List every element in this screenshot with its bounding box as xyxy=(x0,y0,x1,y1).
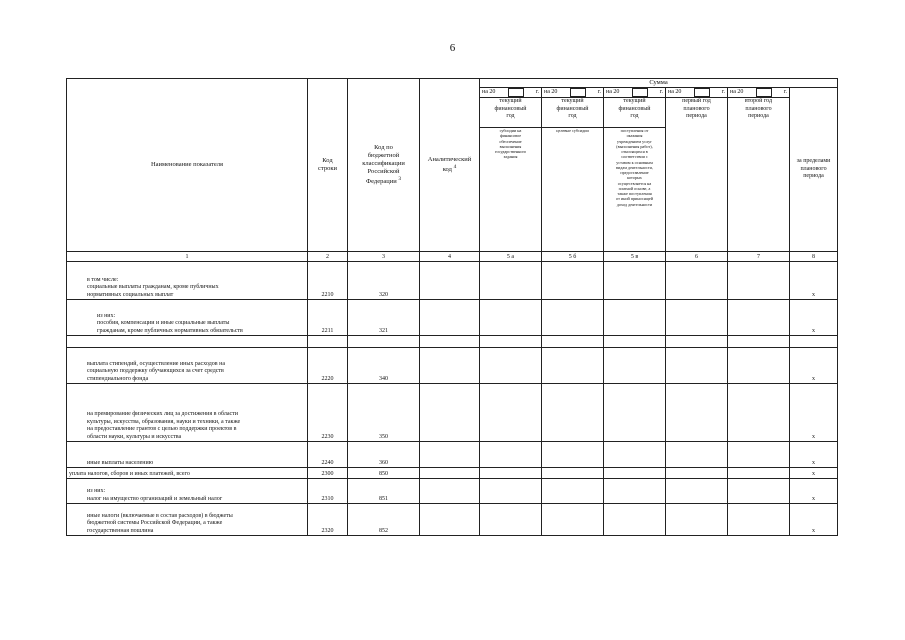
note-line: видам деятельности, xyxy=(616,164,653,170)
header-beyond: за пределами планового периода xyxy=(790,88,838,252)
row-name xyxy=(67,442,308,468)
value-cell xyxy=(666,442,728,468)
row-name-line: социальную поддержку обучающихся за счет средств xyxy=(87,368,224,375)
expense-table xyxy=(66,78,838,536)
value-cell xyxy=(480,479,542,504)
value-cell xyxy=(420,262,480,300)
value-cell xyxy=(728,468,790,479)
row-name-line: области науки, культуры и искусства xyxy=(87,433,182,440)
note-5b xyxy=(542,128,604,252)
row-name-line: иные выплаты населению xyxy=(87,459,154,466)
table-row xyxy=(67,300,838,336)
row-beyond-mark: x xyxy=(790,384,838,442)
table-row xyxy=(67,262,838,300)
row-budget-code: 320 xyxy=(348,262,420,300)
row-name xyxy=(67,479,308,504)
note-line: оказания xyxy=(626,133,643,139)
value-cell xyxy=(542,479,604,504)
period-5a: на 20 г. xyxy=(480,88,542,98)
value-cell xyxy=(666,384,728,442)
row-name-line: на премирование физических лиц за достижения в области xyxy=(87,411,239,418)
period-6: на 20 г. xyxy=(666,88,728,98)
row-beyond-mark: x xyxy=(790,504,838,536)
column-number: 5 в xyxy=(604,252,666,262)
row-budget-code: 852 xyxy=(348,504,420,536)
header-code: Код строки xyxy=(308,79,348,252)
value-cell xyxy=(604,468,666,479)
row-beyond-mark: x xyxy=(790,442,838,468)
period-7: на 20 г. xyxy=(728,88,790,98)
row-budget-code: 340 xyxy=(348,348,420,384)
note-line: поступления от xyxy=(620,128,649,134)
row-budget-code: 360 xyxy=(348,442,420,468)
header-budget-code: Код по бюджетной классификации Российской Федерации $^3$ xyxy=(348,79,420,252)
value-cell xyxy=(728,384,790,442)
sub-first-year: первый год планового периода xyxy=(666,98,728,252)
table-row xyxy=(67,479,838,504)
value-cell xyxy=(666,468,728,479)
row-name-line: из них: xyxy=(97,312,116,319)
column-number: 5 а xyxy=(480,252,542,262)
value-cell xyxy=(480,504,542,536)
row-code: 2211 xyxy=(308,300,348,336)
row-beyond-mark: x xyxy=(790,262,838,300)
value-cell xyxy=(666,336,728,348)
row-budget-code: 350 xyxy=(348,384,420,442)
row-code: 2240 xyxy=(308,442,348,468)
row-name-line: культуры, искусства, образования, науки и техники, а также xyxy=(87,418,241,425)
row-name xyxy=(67,504,308,536)
sub-second-year: второй год планового периода xyxy=(728,98,790,252)
value-cell xyxy=(666,262,728,300)
row-name-line: пособия, компенсации и иные социальные выплаты xyxy=(97,320,230,327)
header-analytic-code: Аналитический код $^4$ xyxy=(420,79,480,252)
column-number: 3 xyxy=(348,252,420,262)
row-beyond-mark: x xyxy=(790,468,838,479)
column-number: 7 xyxy=(728,252,790,262)
value-cell xyxy=(420,384,480,442)
value-cell xyxy=(728,262,790,300)
row-beyond-mark: x xyxy=(790,348,838,384)
value-cell xyxy=(604,384,666,442)
value-cell xyxy=(604,262,666,300)
column-number: 1 xyxy=(67,252,308,262)
row-name xyxy=(67,348,308,384)
note-line: которых xyxy=(627,175,642,181)
value-cell xyxy=(604,348,666,384)
value-cell xyxy=(420,442,480,468)
value-cell xyxy=(420,336,480,348)
row-code: 2320 xyxy=(308,504,348,536)
note-line: доход деятельности xyxy=(616,201,653,207)
value-cell xyxy=(542,468,604,479)
value-cell xyxy=(604,442,666,468)
row-name-line: нормативных социальных выплат xyxy=(87,291,174,298)
row-name-line: государственная пошлина xyxy=(87,527,154,534)
column-number: 2 xyxy=(308,252,348,262)
value-cell xyxy=(480,468,542,479)
note-line: задания xyxy=(503,154,518,160)
sub-current-5b: текущий финансовый год xyxy=(542,98,604,128)
row-name-line: выплата стипендий, осуществление иных расходов на xyxy=(87,360,225,367)
value-cell xyxy=(480,442,542,468)
row-code: 2230 xyxy=(308,384,348,442)
period-5v: на 20 г. xyxy=(604,88,666,98)
value-cell xyxy=(542,384,604,442)
period-5b: на 20 г. xyxy=(542,88,604,98)
note-line: обеспечение xyxy=(499,138,522,144)
row-name-line: из них: xyxy=(87,488,106,495)
row-name xyxy=(67,336,308,348)
row-name xyxy=(67,468,308,479)
row-name xyxy=(67,300,308,336)
row-name-line: бюджетной системы Российской Федерации, а также xyxy=(87,520,223,527)
value-cell xyxy=(542,348,604,384)
value-cell xyxy=(728,479,790,504)
row-name-line: иные налоги (включаемые в состав расходов) в бюджеты xyxy=(87,512,233,519)
value-cell xyxy=(480,348,542,384)
row-budget-code: 321 xyxy=(348,300,420,336)
note-line: целевые субсидии xyxy=(556,128,589,134)
value-cell xyxy=(604,504,666,536)
value-cell xyxy=(480,300,542,336)
note-5v xyxy=(604,128,666,252)
value-cell xyxy=(420,468,480,479)
note-line: предоставление xyxy=(620,170,649,176)
row-name-line: стипендиального фонда xyxy=(87,375,149,382)
page-number: 6 xyxy=(449,42,456,54)
header-sum: Сумма xyxy=(480,79,838,88)
row-beyond-mark: x xyxy=(790,300,838,336)
row-beyond-mark xyxy=(790,336,838,348)
value-cell xyxy=(480,262,542,300)
value-cell xyxy=(604,336,666,348)
row-budget-code xyxy=(348,336,420,348)
column-numbers-row xyxy=(67,252,838,262)
value-cell xyxy=(542,262,604,300)
value-cell xyxy=(420,348,480,384)
row-name xyxy=(67,384,308,442)
note-line: субсидии на xyxy=(499,128,522,134)
sub-current-5a: текущий финансовый год xyxy=(480,98,542,128)
table-row xyxy=(67,336,838,348)
value-cell xyxy=(420,504,480,536)
column-number: 4 xyxy=(420,252,480,262)
row-name xyxy=(67,262,308,300)
row-code: 2220 xyxy=(308,348,348,384)
column-number: 6 xyxy=(666,252,728,262)
note-5a xyxy=(480,128,542,252)
note-line: государственного xyxy=(494,149,527,155)
value-cell xyxy=(542,504,604,536)
table-row xyxy=(67,468,838,479)
note-line: выполнения xyxy=(499,143,522,149)
note-line: (выполнения работ), xyxy=(616,143,653,149)
row-name-line: социальные выплаты гражданам, кроме публичных xyxy=(87,284,219,291)
row-budget-code: 850 xyxy=(348,468,420,479)
table-row xyxy=(67,442,838,468)
row-code: 2310 xyxy=(308,479,348,504)
value-cell xyxy=(480,384,542,442)
row-code: 2210 xyxy=(308,262,348,300)
note-line: платной основе, а xyxy=(618,185,651,191)
note-line: уставом к основным xyxy=(616,159,653,165)
table-row xyxy=(67,384,838,442)
row-name-line: уплата налогов, сборов и иных платежей, всего xyxy=(69,470,190,477)
row-name-line: в том числе: xyxy=(87,276,119,283)
note-line: соответствии с xyxy=(621,154,648,160)
value-cell xyxy=(604,479,666,504)
value-cell xyxy=(728,348,790,384)
note-line: от иной приносящей xyxy=(616,196,653,202)
value-cell xyxy=(420,300,480,336)
value-cell xyxy=(728,504,790,536)
row-code: 2300 xyxy=(308,468,348,479)
value-cell xyxy=(542,442,604,468)
value-cell xyxy=(480,336,542,348)
row-beyond-mark: x xyxy=(790,479,838,504)
row-name-line: налог на имущество организаций и земельный налог xyxy=(87,495,223,502)
value-cell xyxy=(666,479,728,504)
sub-current-5v: текущий финансовый год xyxy=(604,98,666,128)
note-line: учреждением услуг xyxy=(617,138,652,144)
note-line: финансовое xyxy=(499,133,522,139)
value-cell xyxy=(420,479,480,504)
row-budget-code: 851 xyxy=(348,479,420,504)
note-line: относящихся в xyxy=(621,149,648,155)
row-name-line: гражданам, кроме публичных нормативных обязательств xyxy=(97,327,243,334)
row-name-line: на предоставление грантов с целью поддержки проектов в xyxy=(87,426,237,433)
note-line: также поступления xyxy=(617,191,652,197)
table-row xyxy=(67,504,838,536)
row-code xyxy=(308,336,348,348)
value-cell xyxy=(728,300,790,336)
header-name: Наименование показателя xyxy=(67,79,308,252)
value-cell xyxy=(666,504,728,536)
column-number: 5 б xyxy=(542,252,604,262)
column-number: 8 xyxy=(790,252,838,262)
value-cell xyxy=(542,336,604,348)
value-cell xyxy=(666,348,728,384)
value-cell xyxy=(604,300,666,336)
value-cell xyxy=(666,300,728,336)
table-row xyxy=(67,348,838,384)
note-line: осуществляется на xyxy=(617,180,652,186)
value-cell xyxy=(728,336,790,348)
value-cell xyxy=(728,442,790,468)
value-cell xyxy=(542,300,604,336)
